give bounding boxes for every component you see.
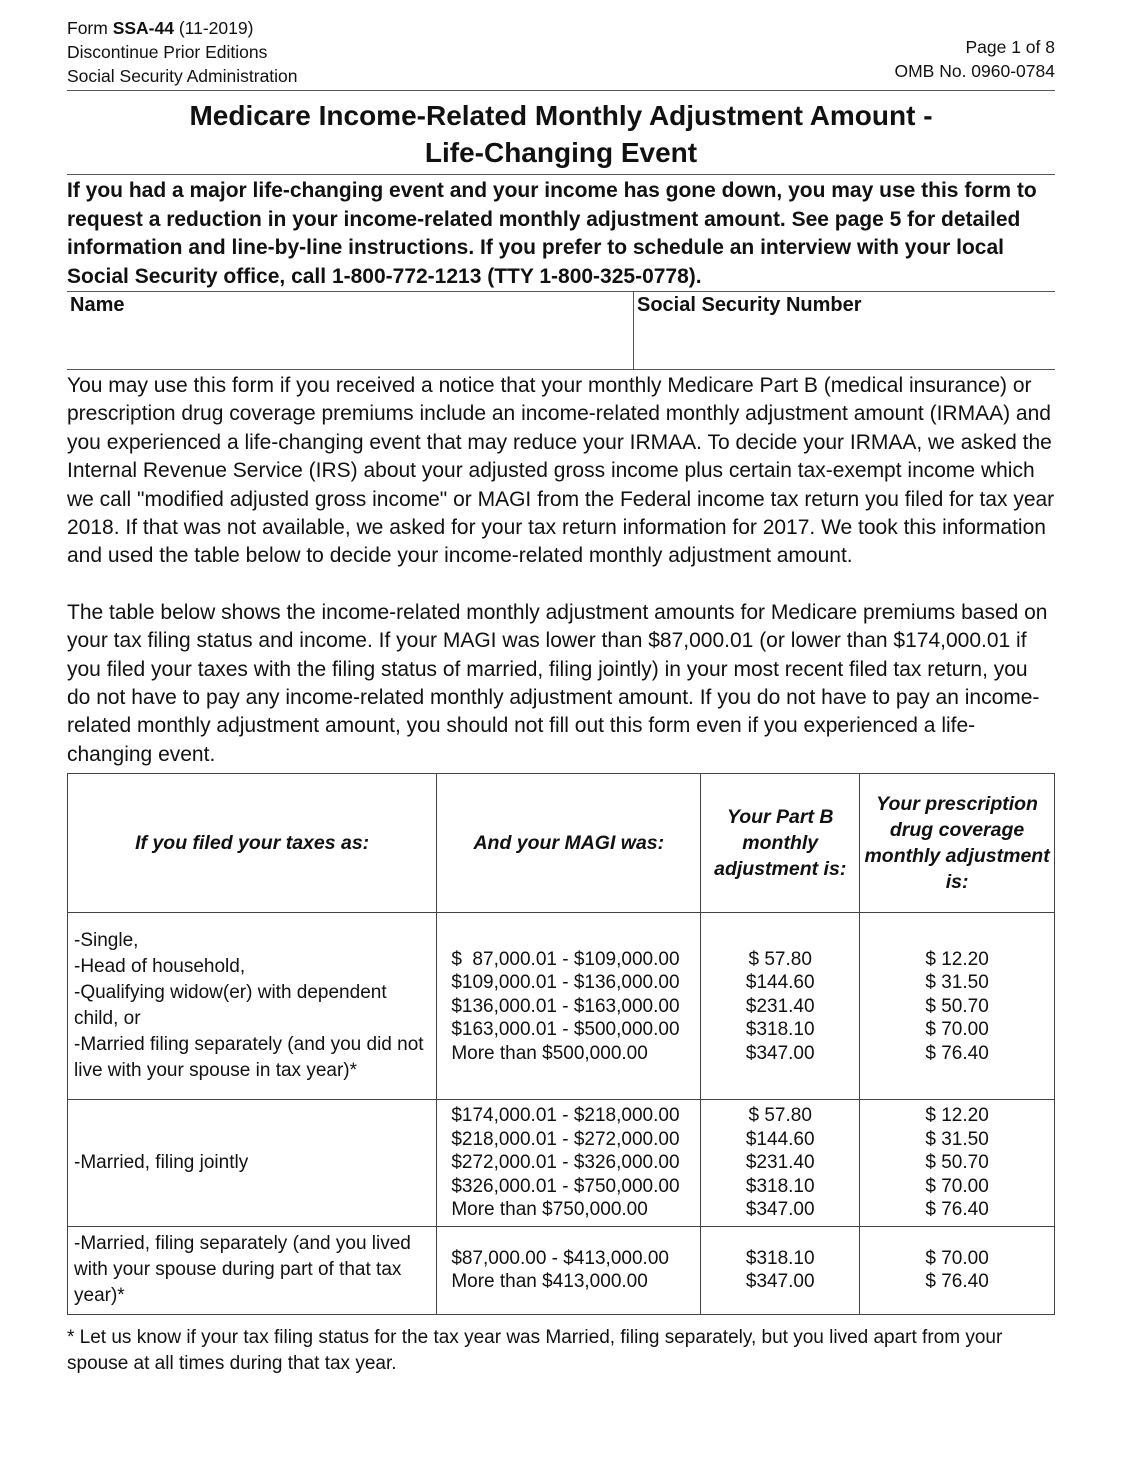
header-filing-status: If you filed your taxes as: <box>68 774 437 913</box>
drug-amount: $ 76.40 <box>925 1271 989 1293</box>
drug-amount: $ 76.40 <box>925 1199 989 1221</box>
part-b-amount: $347.00 <box>745 1042 815 1064</box>
form-number: Form SSA-44 (11-2019) <box>67 18 254 38</box>
drug-amount: $ 50.70 <box>925 995 989 1017</box>
irmaa-table <box>67 773 1055 1315</box>
agency-name: Social Security Administration <box>67 66 298 86</box>
magi-range: $136,000.01 - $163,000.00 <box>451 995 680 1017</box>
magi-range: $218,000.01 - $272,000.00 <box>451 1128 680 1150</box>
title-line-2: Life-Changing Event <box>424 137 698 168</box>
filing-status-line: -Single, <box>74 930 139 952</box>
drug-amount: $ 70.00 <box>925 1175 989 1197</box>
magi-range: More than $413,000.00 <box>451 1271 648 1293</box>
header-drug-coverage: Your prescription drug coverage monthly adjustment is: <box>860 774 1055 913</box>
filing-status-line: -Married filing separately (and you did not live with your spouse in tax year)* <box>74 1034 424 1082</box>
drug-amount-cell <box>860 1226 1055 1314</box>
part-b-amount: $144.60 <box>745 972 815 994</box>
drug-amount: $ 31.50 <box>925 1128 989 1150</box>
part-b-amount: $144.60 <box>745 1128 815 1150</box>
drug-amount: $ 50.70 <box>925 1152 989 1174</box>
header-magi: And your MAGI was: <box>437 774 701 913</box>
drug-amount: $ 12.20 <box>925 1105 989 1127</box>
magi-range: $ 87,000.01 - $109,000.00 <box>451 948 680 970</box>
table-body <box>68 913 1055 1315</box>
name-label: Name <box>70 294 125 316</box>
drug-amount: $ 76.40 <box>925 1042 989 1064</box>
intro-text: If you had a major life-changing event and your income has gone down, you may use this form to request a reduction in your income-related monthly adjustment amount. See page 5 for detailed information and line-by-line instructions. If you prefer to schedule an interview with your local Social Security office, call 1-800-772-1213 (TTY 1-800-325-0778). <box>67 179 1037 288</box>
magi-range: More than $500,000.00 <box>451 1042 648 1064</box>
part-b-amount: $231.40 <box>745 995 815 1017</box>
edition-note: Discontinue Prior Editions <box>67 42 268 62</box>
part-b-amount: $318.10 <box>745 1175 815 1197</box>
part-b-amount: $ 57.80 <box>748 1105 812 1127</box>
magi-range: $163,000.01 - $500,000.00 <box>451 1019 680 1041</box>
part-b-amount: $ 57.80 <box>748 948 812 970</box>
identification-fields <box>67 291 1055 370</box>
filing-status-line: -Married, filing jointly <box>74 1152 249 1174</box>
drug-amount: $ 70.00 <box>925 1247 989 1269</box>
magi-range: $174,000.01 - $218,000.00 <box>451 1105 680 1127</box>
drug-amount: $ 31.50 <box>925 972 989 994</box>
ssn-field[interactable] <box>634 292 1055 369</box>
part-b-amount: $347.00 <box>745 1271 815 1293</box>
omb-number: OMB No. 0960-0784 <box>894 61 1055 81</box>
filing-status-line: -Married, filing separately (and you lived with your spouse during part of that tax year)* <box>74 1233 411 1307</box>
form-title <box>67 97 1055 175</box>
magi-range: More than $750,000.00 <box>451 1199 648 1221</box>
explanation-paragraph: You may use this form if you received a notice that your monthly Medicare Part B (medical insurance) or prescription drug coverage premiums include an income-related monthly adjustment amount (IRMAA) and you experienced a life-changing event that may reduce your IRMAA. To decide your IRMAA, we asked the Internal Revenue Service (IRS) about your adjusted gross income plus certain tax-exempt income which we call "modified adjusted gross income" or MAGI from the Federal income tax return you filed for tax year 2018. If that was not available, we asked for your tax return information for 2017. We took this information and used the table below to decide your income-related monthly adjustment amount. <box>67 374 1055 568</box>
header-part-b: Your Part B monthly adjustment is: <box>701 774 860 913</box>
ssn-label: Social Security Number <box>637 294 862 316</box>
part-b-amount: $318.10 <box>745 1247 815 1269</box>
filing-status-line: -Qualifying widow(er) with dependent child, or <box>74 982 387 1030</box>
magi-range: $272,000.01 - $326,000.00 <box>451 1152 680 1174</box>
part-b-amount: $231.40 <box>745 1152 815 1174</box>
filing-status-line: -Head of household, <box>74 956 246 978</box>
magi-range-cell <box>437 913 701 1100</box>
drug-amount-cell <box>860 1100 1055 1227</box>
drug-amount: $ 70.00 <box>925 1019 989 1041</box>
magi-range-cell <box>437 1226 701 1314</box>
table-row <box>68 1226 1055 1314</box>
part-b-amount-cell <box>701 1226 860 1314</box>
table-row <box>68 913 1055 1100</box>
drug-amount: $ 12.20 <box>925 948 989 970</box>
form-header <box>67 14 1055 91</box>
part-b-amount-cell <box>701 1100 860 1227</box>
name-field[interactable] <box>67 292 634 369</box>
magi-range-cell <box>437 1100 701 1227</box>
filing-status-cell <box>68 913 437 1100</box>
drug-amount-cell <box>860 913 1055 1100</box>
filing-status-cell <box>68 1100 437 1227</box>
page-number: Page 1 of 8 <box>965 37 1055 57</box>
page-info <box>894 35 1055 83</box>
table-row <box>68 1100 1055 1227</box>
part-b-amount-cell <box>701 913 860 1100</box>
magi-range: $87,000.00 - $413,000.00 <box>451 1247 669 1269</box>
filing-status-cell <box>68 1226 437 1314</box>
magi-range: $109,000.01 - $136,000.00 <box>451 972 680 994</box>
part-b-amount: $347.00 <box>745 1199 815 1221</box>
title-line-1: Medicare Income-Related Monthly Adjustment Amount - <box>189 100 933 131</box>
form-identification <box>67 16 298 88</box>
table-header-row <box>68 774 1055 913</box>
part-b-amount: $318.10 <box>745 1019 815 1041</box>
magi-range: $326,000.01 - $750,000.00 <box>451 1175 680 1197</box>
table-intro-paragraph: The table below shows the income-related monthly adjustment amounts for Medicare premiums based on your tax filing status and income. If your MAGI was lower than $87,000.01 (or lower than $174,000.01 if you filed your taxes with the filing status of married, filing jointly) in your most recent filed tax return, you do not have to pay any income-related monthly adjustment amount. If you do not have to pay an income-related monthly adjustment amount, you should not fill out this form even if you experienced a life-changing event. <box>67 600 1048 766</box>
footnote: * Let us know if your tax filing status for the tax year was Married, filing separately, but you lived apart from your spouse at all times during that tax year. <box>67 1326 1003 1374</box>
form-page <box>67 14 1055 1377</box>
